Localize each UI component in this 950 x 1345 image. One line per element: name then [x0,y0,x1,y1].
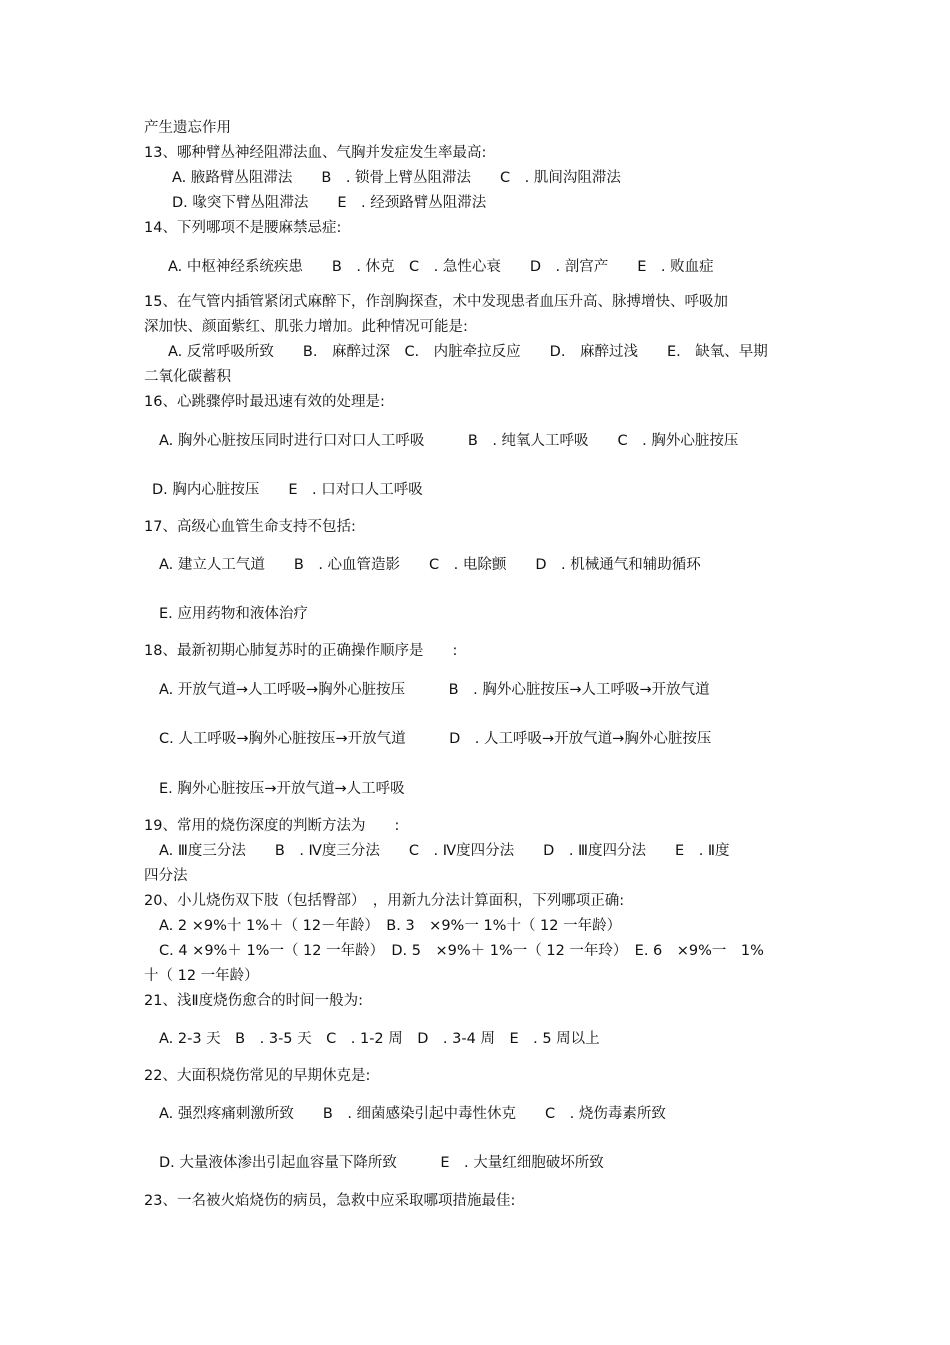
question-15: 15、在气管内插管紧闭式麻醉下，作剖胸探查，术中发现患者血压升高、脉搏增快、呼吸加 [144,294,728,310]
question-14: 14、下列哪项不是腰麻禁忌症: [144,220,342,236]
text-line: 产生遗忘作用 [144,120,231,136]
options-line: A. 胸外心脏按压同时进行口对口人工呼吸 B . 纯氧人工呼吸 C . 胸外心脏按压 [159,433,739,449]
text-line: 深加快、颜面紫红、肌张力增加。此种情况可能是: [144,319,468,335]
options-line: A. 中枢神经系统疾患 B . 休克 C . 急性心衰 D . 剖宫产 E . 败血症 [168,259,714,275]
options-line: D. 大量液体渗出引起血容量下降所致 E . 大量红细胞破坏所致 [159,1155,604,1171]
options-line: D. 喙突下臂丛阻滞法 E . 经颈路臂丛阻滞法 [172,195,487,211]
question-22: 22、大面积烧伤常见的早期休克是: [144,1068,371,1084]
question-16: 16、心跳骤停时最迅速有效的处理是: [144,394,385,410]
options-line: A. 反常呼吸所致 B. 麻醉过深 C. 内脏牵拉反应 D. 麻醉过浅 E. 缺氧、早期 [168,344,768,360]
question-18: 18、最新初期心肺复苏时的正确操作顺序是 : [144,643,458,659]
options-line: A. 建立人工气道 B . 心血管造影 C . 电除颤 D . 机械通气和辅助循环 [159,557,701,573]
question-19: 19、常用的烧伤深度的判断方法为 : [144,818,400,834]
options-line: A. 2-3 天 B . 3-5 天 C . 1-2 周 D . 3-4 周 E . 5 周以上 [159,1031,600,1047]
question-23: 23、一名被火焰烧伤的病员，急救中应采取哪项措施最佳: [144,1193,516,1209]
options-line: A. 2 ×9%十 1%＋（ 12－年龄） B. 3 ×9%一 1%十（ 12 一年龄） [159,918,622,934]
options-line: A. 开放气道→人工呼吸→胸外心脏按压 B . 胸外心脏按压→人工呼吸→开放气道 [159,682,710,698]
question-20: 20、小儿烧伤双下肢（包括臀部） ，用新九分法计算面积，下列哪项正确: [144,893,625,909]
options-line: A. Ⅲ度三分法 B . Ⅳ度三分法 C . Ⅳ度四分法 D . Ⅲ度四分法 E . Ⅱ度 [159,843,730,859]
options-line: D. 胸内心脏按压 E . 口对口人工呼吸 [152,482,423,498]
question-13: 13、哪种臂丛神经阻滞法血、气胸并发症发生率最高: [144,145,487,161]
question-21: 21、浅Ⅱ度烧伤愈合的时间一般为: [144,993,363,1009]
text-line: 十（ 12 一年龄） [144,968,259,984]
text-line: 四分法 [144,868,188,884]
options-line: E. 应用药物和液体治疗 [159,606,308,622]
options-line: A. 强烈疼痛刺激所致 B . 细菌感染引起中毒性休克 C . 烧伤毒素所致 [159,1106,666,1122]
options-line: A. 腋路臂丛阻滞法 B . 锁骨上臂丛阻滞法 C . 肌间沟阻滞法 [172,170,621,186]
question-17: 17、高级心血管生命支持不包括: [144,519,356,535]
options-line: C. 人工呼吸→胸外心脏按压→开放气道 D . 人工呼吸→开放气道→胸外心脏按压 [159,731,712,747]
text-line: 二氧化碳蓄积 [144,369,231,385]
options-line: C. 4 ×9%＋ 1%一（ 12 一年龄） D. 5 ×9%＋ 1%一（ 12 一年玲） E. 6 ×9%一 1% [159,943,764,959]
options-line: E. 胸外心脏按压→开放气道→人工呼吸 [159,781,405,797]
